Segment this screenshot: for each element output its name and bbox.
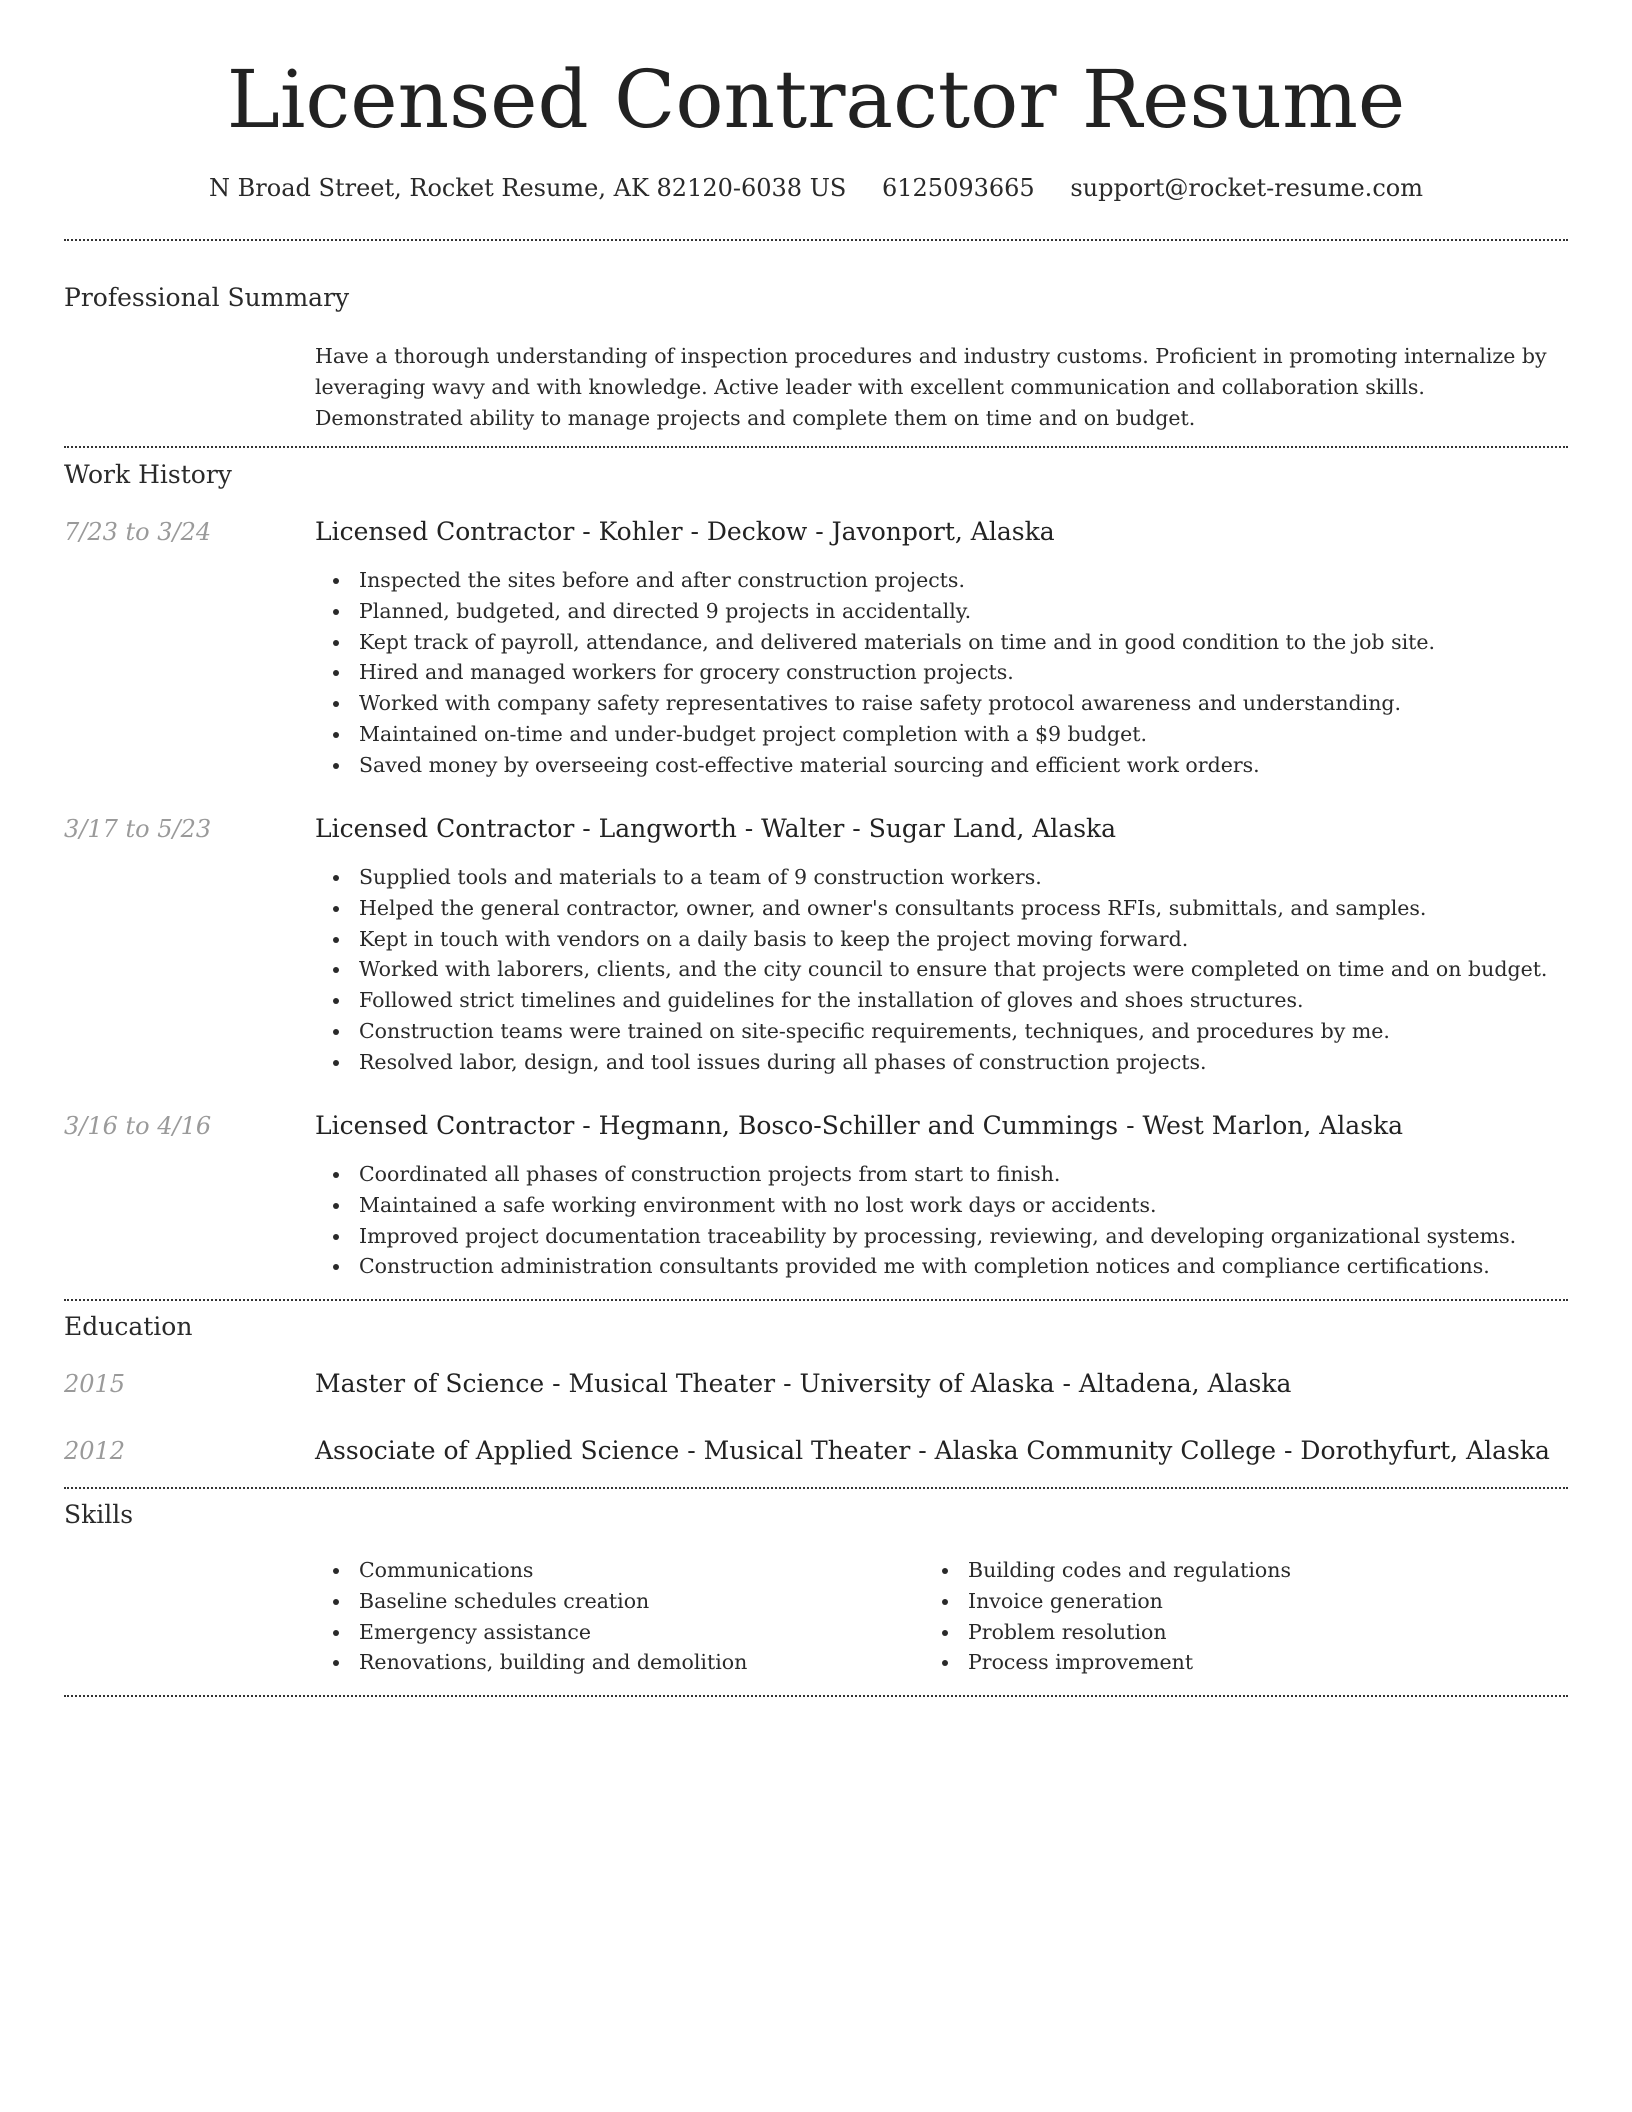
job-bullet: Coordinated all phases of construction projects from start to finish. [359, 1159, 1609, 1190]
job-bullet: Inspected the sites before and after construction projects. [359, 565, 1609, 596]
summary-text: Have a thorough understanding of inspection procedures and industry customs. Proficient in promoting internalize by leveraging wavy and with knowledge. Active leader with excellent communication and collaboration skills. Demonstrated ability to manage projects and complete them on time and on budget. [315, 344, 1547, 430]
section-title-summary: Professional Summary [64, 283, 350, 312]
skill-item: Emergency assistance [359, 1617, 919, 1648]
job-bullet: Construction administration consultants provided me with completion notices and compliance certifications. [359, 1251, 1609, 1282]
job-heading: Licensed Contractor - Hegmann, Bosco-Schiller and Cummings - West Marlon, Alaska [315, 1111, 1404, 1140]
job-bullet: Construction teams were trained on site-specific requirements, techniques, and procedures by me. [359, 1016, 1609, 1047]
job-dates: 3/17 to 5/23 [64, 815, 212, 843]
skill-item: Communications [359, 1555, 919, 1586]
education-year: 2015 [64, 1370, 126, 1398]
section-title-skills: Skills [64, 1500, 134, 1529]
skill-item: Renovations, building and demolition [359, 1647, 919, 1678]
job-bullet: Maintained a safe working environment with no lost work days or accidents. [359, 1190, 1609, 1221]
resume-title: Licensed Contractor Resume [226, 53, 1406, 146]
skills-list-right [924, 1555, 1528, 1678]
skill-item: Baseline schedules creation [359, 1586, 919, 1617]
contact-line [0, 168, 1632, 208]
header-divider [64, 239, 1568, 241]
job-bullet: Supplied tools and materials to a team of 9 construction workers. [359, 862, 1609, 893]
contact-phone: 6125093665 [882, 174, 1035, 202]
education-degree: Master of Science - Musical Theater - University of Alaska - Altadena, Alaska [315, 1369, 1292, 1398]
job-heading: Licensed Contractor - Kohler - Deckow - Javonport, Alaska [315, 517, 1055, 546]
skill-item: Problem resolution [968, 1617, 1528, 1648]
job-heading: Licensed Contractor - Langworth - Walter - Sugar Land, Alaska [315, 814, 1117, 843]
skill-item: Process improvement [968, 1647, 1528, 1678]
job-bullets [315, 1159, 1609, 1282]
education-degree: Associate of Applied Science - Musical Theater - Alaska Community College - Dorothyfurt, Alaska [315, 1436, 1550, 1465]
section-title-education: Education [64, 1312, 193, 1341]
skill-item: Building codes and regulations [968, 1555, 1528, 1586]
job-bullet: Hired and managed workers for grocery construction projects. [359, 657, 1609, 688]
job-bullet: Planned, budgeted, and directed 9 projects in accidentally. [359, 596, 1609, 627]
education-year: 2012 [64, 1437, 126, 1465]
job-bullets [315, 862, 1609, 1078]
job-bullet: Followed strict timelines and guidelines for the installation of gloves and shoes structures. [359, 985, 1609, 1016]
contact-email: support@rocket-resume.com [1070, 174, 1423, 202]
job-bullet: Resolved labor, design, and tool issues during all phases of construction projects. [359, 1047, 1609, 1078]
summary-divider [64, 446, 1568, 448]
job-bullet: Kept in touch with vendors on a daily basis to keep the project moving forward. [359, 924, 1609, 955]
section-title-work-history: Work History [64, 460, 232, 489]
job-bullet: Improved project documentation traceability by processing, reviewing, and developing organizational systems. [359, 1221, 1609, 1252]
skills-list-left [315, 1555, 919, 1678]
job-bullets [315, 565, 1609, 781]
job-bullet: Worked with company safety representatives to raise safety protocol awareness and understanding. [359, 688, 1609, 719]
job-bullet: Worked with laborers, clients, and the city council to ensure that projects were completed on time and on budget. [359, 954, 1609, 985]
job-dates: 3/16 to 4/16 [64, 1112, 212, 1140]
skills-divider [64, 1695, 1568, 1697]
job-bullet: Maintained on-time and under-budget project completion with a $9 budget. [359, 719, 1609, 750]
contact-address: N Broad Street, Rocket Resume, AK 82120-6038 US [209, 174, 847, 202]
job-bullet: Helped the general contractor, owner, and owner's consultants process RFIs, submittals, and samples. [359, 893, 1609, 924]
skill-item: Invoice generation [968, 1586, 1528, 1617]
job-dates: 7/23 to 3/24 [64, 518, 212, 546]
job-bullet: Kept track of payroll, attendance, and delivered materials on time and in good condition to the job site. [359, 627, 1609, 658]
work-divider [64, 1299, 1568, 1301]
job-bullet: Saved money by overseeing cost-effective material sourcing and efficient work orders. [359, 750, 1609, 781]
education-divider [64, 1487, 1568, 1489]
